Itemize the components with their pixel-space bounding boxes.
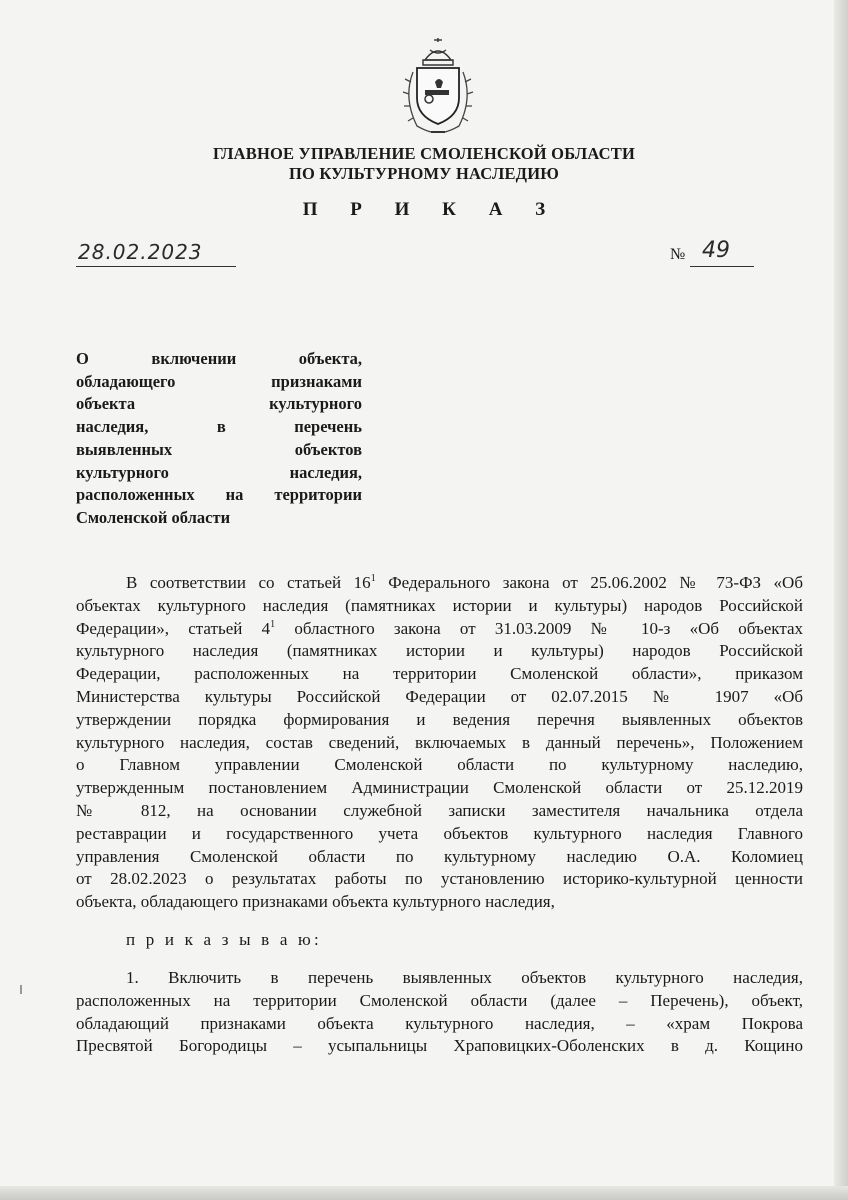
order-date: 28.02.2023 (78, 240, 203, 264)
clause-line: Пресвятой Богородицы – усыпальницы Храповицких-Оболенских в д. Кощино (76, 1036, 803, 1056)
preamble-line: о Главном управлении Смоленской области по культурному наследию, (76, 755, 803, 775)
preamble-line: Федерации, расположенных на территории Смоленской области», приказом (76, 664, 803, 684)
clause-1 (76, 967, 803, 1058)
subject-line: О включении объекта, (76, 349, 362, 368)
order-date-field (76, 238, 236, 267)
preamble-line: утверждении порядка формирования и ведения перечня выявленных объектов (76, 709, 803, 729)
subject-line: Смоленской области (76, 507, 231, 527)
subject-line: культурного наследия, (76, 462, 362, 482)
organization-name (0, 144, 848, 184)
preamble-paragraph (76, 572, 803, 914)
preamble-line: реставрации и государственного учета объектов культурного наследия Главного (76, 823, 803, 843)
clause-line: обладающий признаками объекта культурного наследия, – «храм Покрова (76, 1013, 803, 1033)
preamble-line: № 812, на основании служебной записки заместителя начальника отдела (76, 800, 803, 820)
preamble-line: В соответствии со статьей $16^1$ Федерального закона от 25.06.2002 № 73-ФЗ «Об (126, 573, 803, 592)
subject-line: наследия, в перечень (76, 417, 362, 437)
document-type-title: П Р И К А З (302, 199, 560, 220)
preamble-line: культурного наследия, состав сведений, включаемых в данный перечень», Положением (76, 732, 803, 752)
scan-edge-right (834, 0, 848, 1200)
org-line-1: ГЛАВНОЕ УПРАВЛЕНИЕ СМОЛЕНСКОЙ ОБЛАСТИ (212, 144, 636, 163)
clause-line: 1. Включить в перечень выявленных объектов культурного наследия, (126, 968, 803, 987)
scan-edge-bottom (0, 1186, 848, 1200)
order-number-field (690, 238, 754, 267)
order-number: 49 (702, 238, 730, 263)
preamble-line: утвержденным постановлением Администрации Смоленской области от 25.12.2019 (76, 778, 803, 798)
preamble-line: культурного наследия (памятниках истории и культуры) народов Российской (76, 641, 803, 661)
preamble-line: Федерации», статьей $4^1$ областного закона от 31.03.2009 № 10-з «Об объектах (76, 618, 803, 638)
subject-line: объекта культурного (76, 394, 362, 414)
scan-mark (20, 985, 22, 994)
subject-line: расположенных на территории (76, 485, 362, 505)
preamble-line: Министерства культуры Российской Федерации от 02.07.2015 № 1907 «Об (76, 686, 803, 706)
preamble-line: объектах культурного наследия (памятниках истории и культуры) народов Российской (76, 595, 803, 615)
subject-line: выявленных объектов (76, 439, 362, 459)
order-subject (76, 348, 362, 530)
subject-line: обладающего признаками (76, 371, 362, 391)
smolensk-coat-of-arms-icon (395, 38, 481, 138)
number-sign: № (670, 246, 686, 263)
orders-word: п р и к а з ы в а ю: (126, 930, 322, 949)
preamble-line: управления Смоленской области по культурному наследию О.А. Коломиец (76, 846, 803, 866)
preamble-line: объекта, обладающего признаками объекта культурного наследия, (76, 892, 555, 912)
preamble-line: от 28.02.2023 о результатах работы по установлению историко-культурной ценности (76, 869, 803, 889)
clause-line: расположенных на территории Смоленской области (далее – Перечень), объект, (76, 990, 803, 1010)
org-line-2: ПО КУЛЬТУРНОМУ НАСЛЕДИЮ (288, 164, 560, 183)
